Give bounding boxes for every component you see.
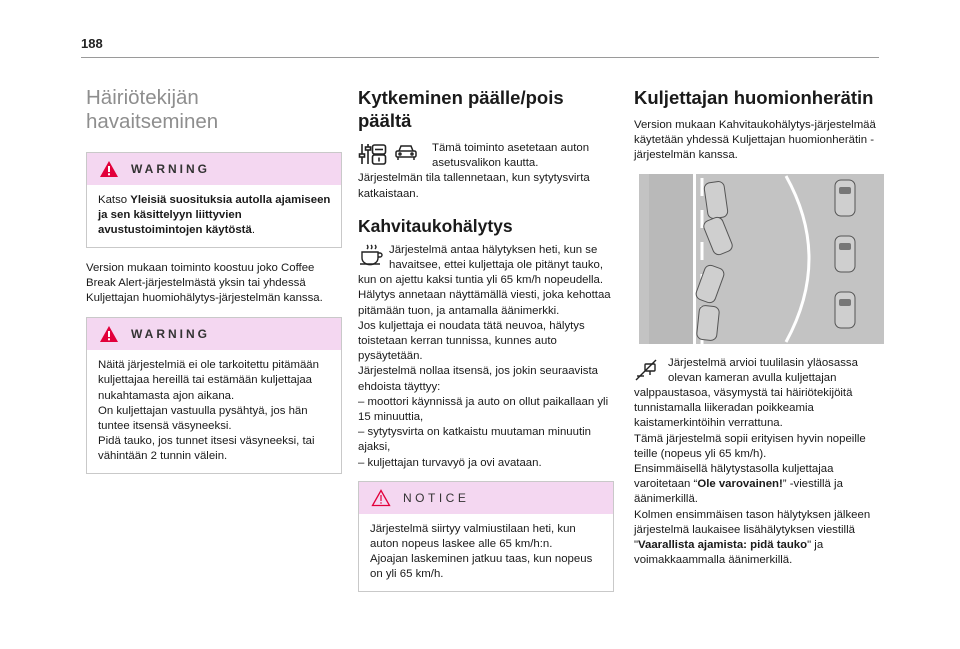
- coffee-break-section: [358, 243, 614, 471]
- first-alert-text: Ensimmäisellä hälytystasolla kuljettajaa varoitetaan “Ole varovainen!” -viestillä ja äänimerkillä.: [634, 463, 843, 506]
- coffee-break-title: Kahvitaukohälytys: [358, 215, 513, 236]
- second-alert-text: Kolmen ensimmäisen tason hälytyksen jälkeen järjestelmä laukaisee lisähälytyksen viestillä "Vaarallista ajamista: pidä tauko" ja voimakkaammalla äänimerkillä.: [634, 508, 871, 567]
- column-distraction-detection: [86, 86, 342, 474]
- settings-row: [358, 141, 614, 171]
- coffee-break-line: Jos kuljettaja ei noudata tätä neuvoa, hälytys toistetaan kerran tunnissa, kunnes auto pysäytetään.: [358, 319, 585, 363]
- section-title: Kytkeminen päälle/pois päältä: [358, 87, 564, 131]
- warning-line: On kuljettajan vastuulla pysähtyä, jos hän tuntee itsensä väsyneeksi.: [98, 404, 308, 433]
- coffee-break-condition: – sytytysvirta on katkaistu muutaman minuutin ajaksi,: [358, 426, 591, 454]
- warning-header: [87, 153, 341, 185]
- settings-text: Tämä toiminto asetetaan auton asetusvalikon kautta.: [432, 142, 590, 170]
- settings-text-2: Järjestelmän tila tallennetaan, kun sytytysvirta katkaistaan.: [358, 172, 590, 200]
- column-driver-attention: [634, 86, 890, 568]
- column-switching: [358, 86, 614, 592]
- coffee-break-condition: – moottori käynnissä ja auto on ollut paikallaan yli 15 minuuttia,: [358, 395, 609, 424]
- notice-triangle-icon: [371, 489, 391, 507]
- notice-line: Ajoajan laskeminen jatkuu taas, kun nopeus on yli 65 km/h.: [370, 553, 593, 581]
- notice-label: NOTICE: [403, 490, 470, 505]
- camera-lead: Järjestelmä arvioi tuulilasin yläosassa olevan kameran avulla kuljettajan valppaustasoa, väsymystä tai häiriötekijöitä tunnistamalla liikeradan poikkeamia kaistamerkintöihin verrattuna.: [634, 356, 858, 430]
- coffee-break-condition: – kuljettajan turvavyö ja ovi avataan.: [358, 456, 542, 469]
- warning-line: Pidä tauko, jos tunnet itsesi väsyneeksi, tai vähintään 2 tunnin välein.: [98, 435, 315, 463]
- intro-paragraph: Version mukaan Kahvitaukohälytys-järjestelmää käytetään yhdessä Kuljettajan huomionherätin -järjestelmän kanssa.: [634, 119, 876, 162]
- warning-body: Katso Yleisiä suosituksia autolla ajamiseen ja sen käsittelyyn liittyvien avustustoimintojen käytöstä.: [98, 194, 331, 237]
- warning-label: WARNING: [131, 327, 210, 342]
- warning-line: Näitä järjestelmiä ei ole tarkoitettu pitämään kuljettajaa hereillä tai estämään kuljettajaa nukahtamasta ajon aikana.: [98, 359, 319, 402]
- warning-triangle-icon: [99, 325, 119, 343]
- warning-body: [87, 350, 341, 472]
- coffee-break-line: Hälytys annetaan näyttämällä viesti, joka kehottaa pitämään tuon, ja antamalla äänimerkki.: [358, 289, 611, 317]
- notice-line: Järjestelmä siirtyy valmiustilaan heti, kun auton nopeus laskee alle 65 km/h:n.: [370, 522, 576, 551]
- speed-note: Tämä järjestelmä sopii erityisen hyvin nopeille teille (nopeus yli 65 km/h).: [634, 432, 866, 460]
- page-number: 188: [81, 36, 103, 51]
- coffee-break-lead: Järjestelmä antaa hälytyksen heti, kun se havaitsee, ettei kuljettaja ole pitänyt tauko, kun on ajettu kaksi tuntia yli 65 km/h nopeudella.: [358, 243, 604, 287]
- first-alert-message: Ole varovainen!: [697, 478, 783, 491]
- second-alert-message: Vaarallista ajamista: pidä tauko: [638, 539, 808, 552]
- settings-sliders-icon: [358, 142, 388, 171]
- lane-drift-illustration: [634, 174, 887, 344]
- notice-box: [358, 481, 614, 592]
- car-icon: [394, 143, 418, 168]
- warning-reference: Yleisiä suosituksia autolla ajamiseen ja sen käsittelyyn liittyvien avustustoimintojen käytöstä: [98, 194, 331, 237]
- header-divider: [81, 57, 879, 58]
- intro-paragraph: Version mukaan toiminto koostuu joko Coffee Break Alert-järjestelmästä yksin tai yhdessä Kuljettajan huomiohälytys-järjestelmän kanssa.: [86, 261, 323, 305]
- warning-header: [87, 318, 341, 350]
- section-title: Häiriötekijän havaitseminen: [86, 86, 219, 133]
- camera-section: [634, 356, 890, 569]
- warning-triangle-icon: [99, 160, 119, 178]
- coffee-break-line: Järjestelmä nollaa itsensä, jos jokin seuraavista ehdoista täyttyy:: [358, 365, 598, 393]
- notice-header: [359, 482, 613, 514]
- coffee-cup-icon: [358, 244, 384, 266]
- notice-body: [359, 514, 613, 591]
- section-title: Kuljettajan huomionherätin: [634, 87, 874, 108]
- warning-box: [86, 152, 342, 248]
- warning-box: [86, 317, 342, 473]
- camera-icon: [634, 358, 660, 382]
- warning-label: WARNING: [131, 162, 210, 176]
